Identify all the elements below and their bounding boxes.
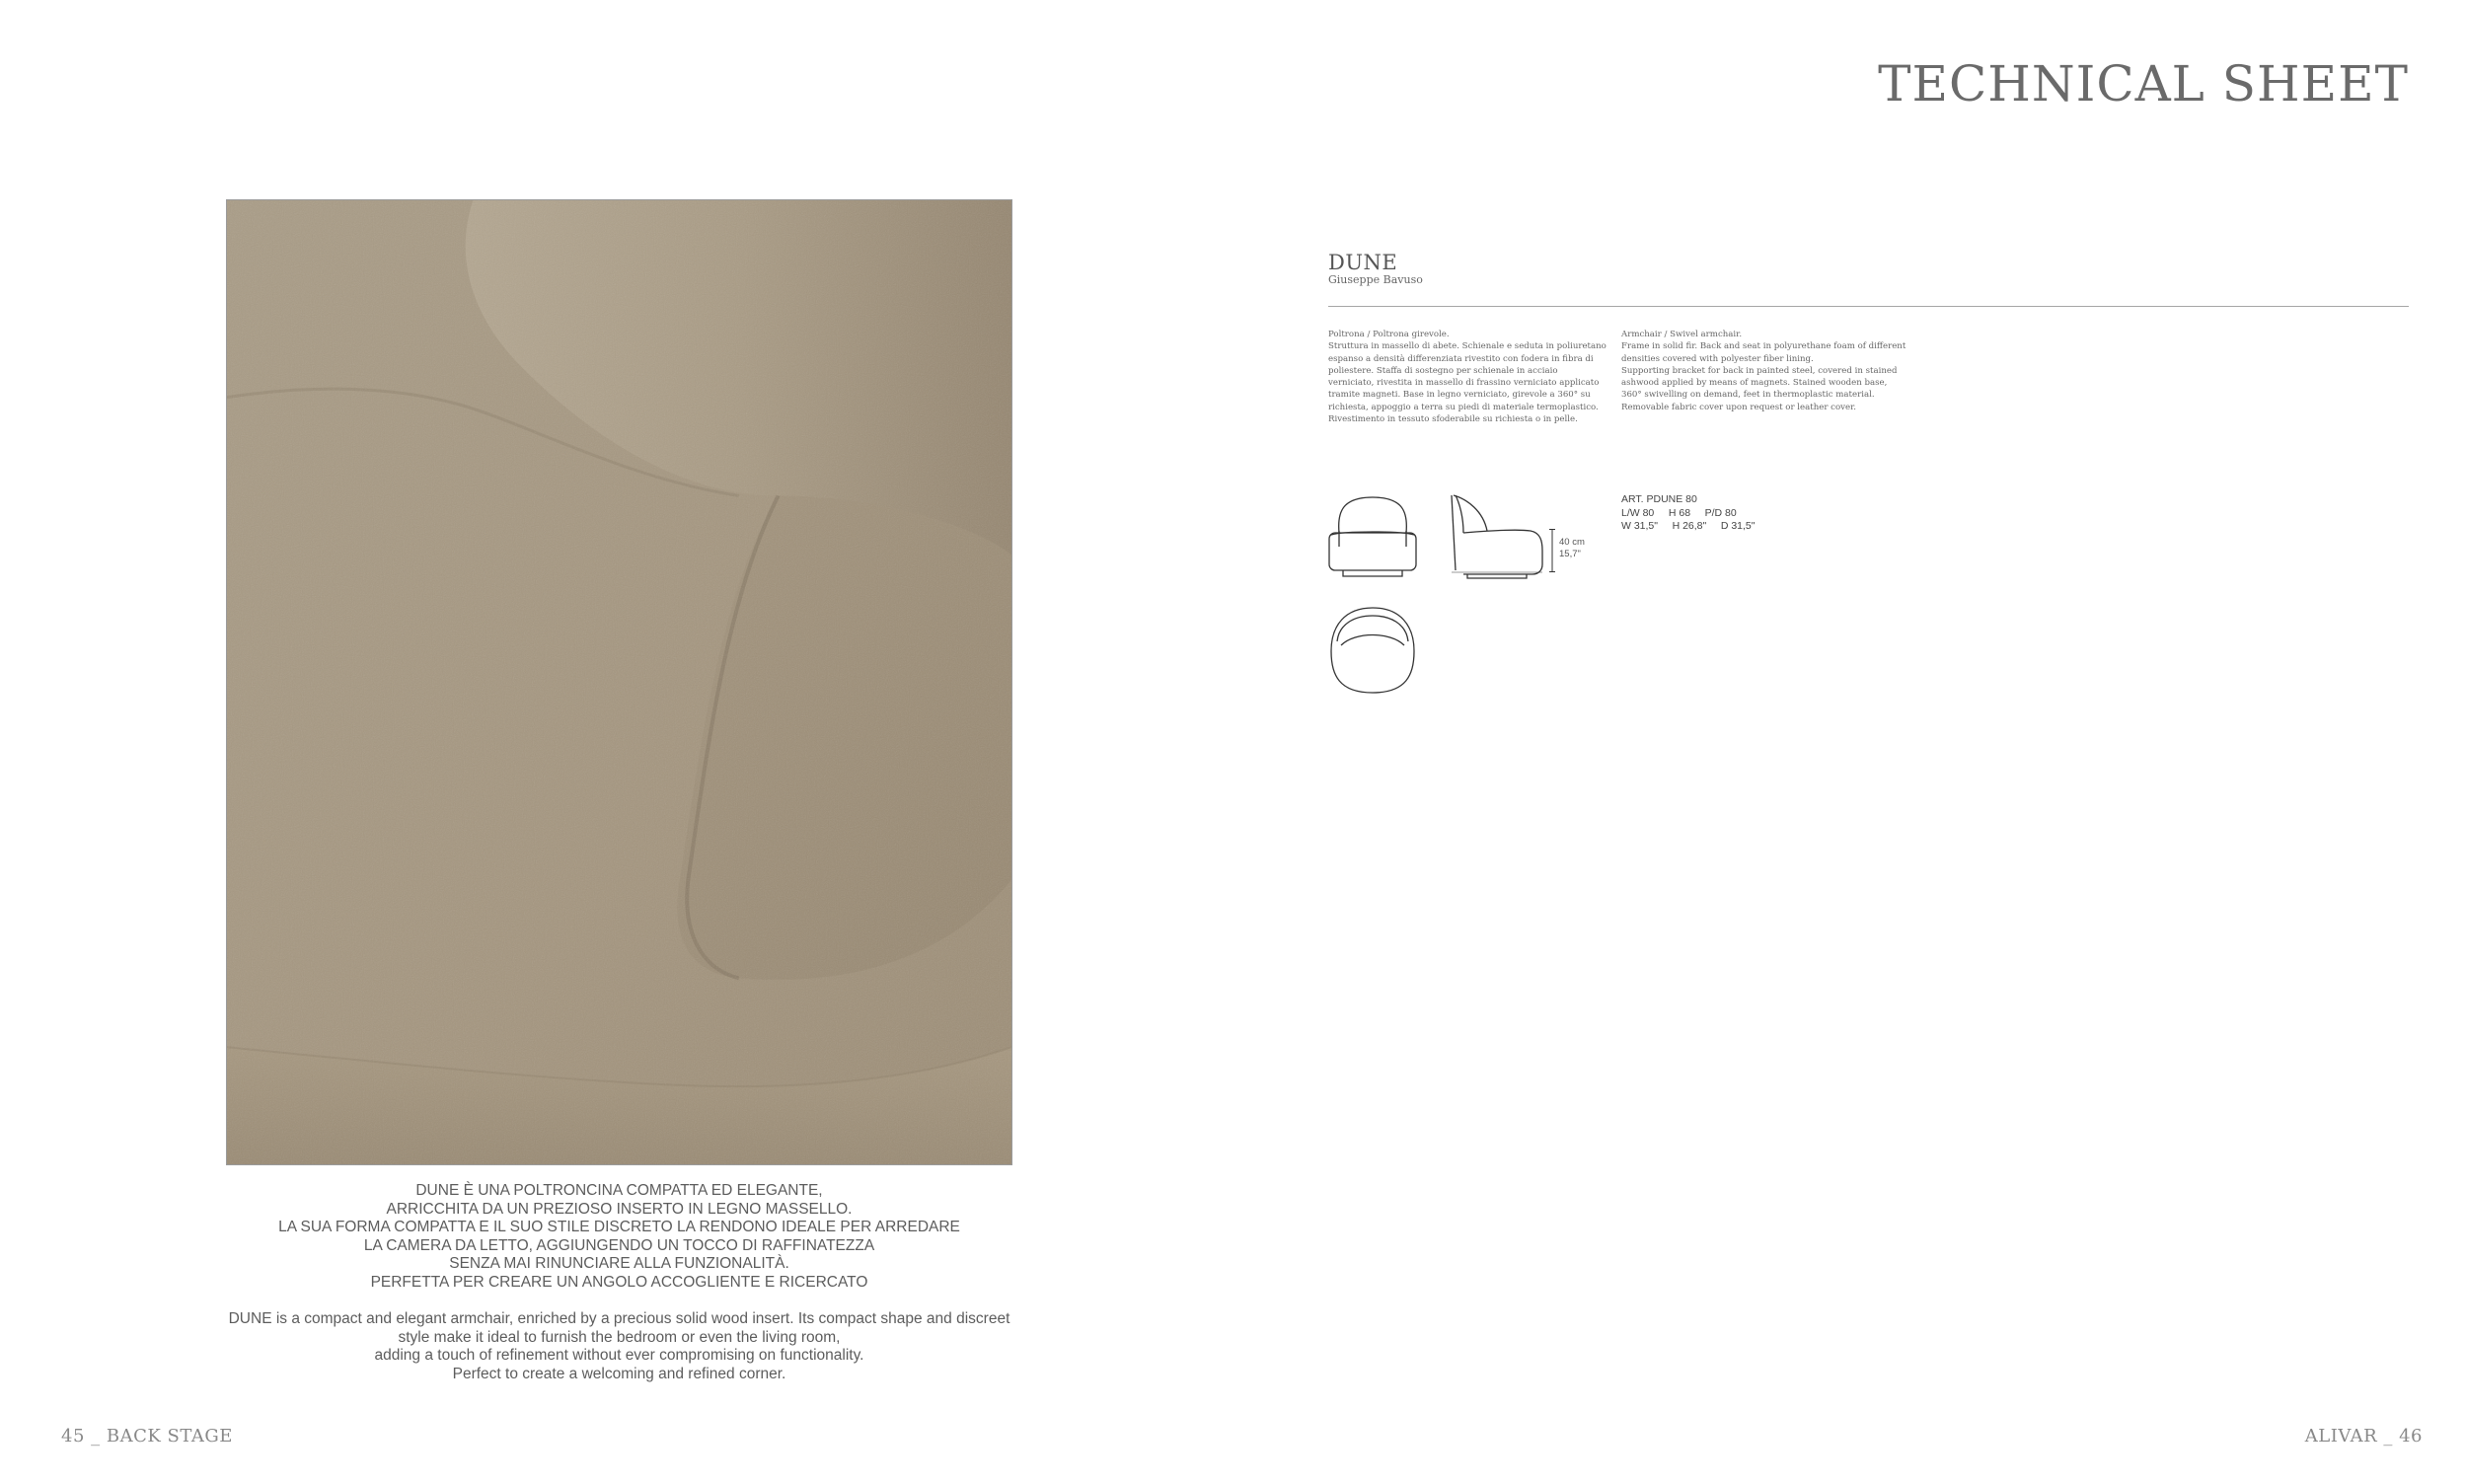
description-line: 360° swivelling on demand, feet in thermoplastic material. — [1621, 390, 1875, 401]
page-title: TECHNICAL SHEET — [1878, 55, 2409, 112]
description-line: Supporting bracket for back in painted steel, covered in stained — [1621, 365, 1898, 376]
caption-line: ARRICCHITA DA UN PREZIOSO INSERTO IN LEGNO MASSELLO. — [386, 1200, 853, 1218]
description-english — [1621, 329, 1906, 413]
seat-height-in: 15,7" — [1559, 549, 1581, 559]
product-name: DUNE — [1328, 251, 1398, 274]
description-italian — [1328, 329, 1607, 425]
footer-right-page-label: ALIVAR _ 46 — [2304, 1426, 2423, 1447]
caption-line: SENZA MAI RINUNCIARE ALLA FUNZIONALITÀ. — [449, 1255, 789, 1272]
description-line: Poltrona / Poltrona girevole. — [1328, 330, 1450, 339]
armchair-front-view-drawing — [1325, 491, 1420, 580]
armchair-fabric-image — [227, 200, 1011, 1164]
seat-height-label — [1559, 537, 1585, 560]
product-photo — [226, 199, 1012, 1165]
description-line: richiesta, appoggio a terra su piedi di materiale termoplastico. — [1328, 402, 1599, 412]
seat-height-cm: 40 cm — [1559, 537, 1585, 548]
description-line: Rivestimento in tessuto sfoderabile su richiesta o in pelle. — [1328, 414, 1578, 425]
caption-line: LA SUA FORMA COMPATTA E IL SUO STILE DISCRETO LA RENDONO IDEALE PER ARREDARE — [278, 1219, 960, 1235]
description-line: Armchair / Swivel armchair. — [1621, 330, 1743, 339]
caption-italian — [226, 1182, 1012, 1292]
description-line: Removable fabric cover upon request or leather cover. — [1621, 402, 1856, 412]
dimension-line-icon — [1549, 529, 1555, 572]
designer-name: Giuseppe Bavuso — [1328, 273, 1423, 286]
description-line: espanso a densità differenziata rivestito con fodera in fibra di — [1328, 353, 1594, 364]
description-line: Struttura in massello di abete. Schienale e seduta in poliuretano — [1328, 341, 1607, 352]
article-code: ART. PDUNE 80 — [1621, 493, 1697, 505]
caption-line: DUNE È UNA POLTRONCINA COMPATTA ED ELEGANTE, — [415, 1182, 823, 1199]
caption-line: PERFETTA PER CREARE UN ANGOLO ACCOGLIENTE E RICERCATO — [370, 1273, 868, 1291]
description-line: verniciato, rivestita in massello di frassino verniciato applicato — [1328, 378, 1600, 389]
article-dims-cm: L/W 80 H 68 P/D 80 — [1621, 506, 1737, 519]
armchair-top-view-drawing — [1325, 602, 1420, 701]
caption-line: DUNE is a compact and elegant armchair, enriched by a precious solid wood insert. Its compact shape and discreet — [228, 1310, 1010, 1327]
description-line: densities covered with polyester fiber lining. — [1621, 353, 1814, 364]
caption-line: LA CAMERA DA LETTO, AGGIUNGENDO UN TOCCO DI RAFFINATEZZA — [363, 1236, 875, 1254]
description-line: tramite magneti. Base in legno verniciato, girevole a 360° su — [1328, 390, 1591, 401]
caption-english — [226, 1310, 1012, 1383]
article-dims-in: W 31,5" H 26,8" D 31,5" — [1621, 520, 1756, 532]
caption-line: style make it ideal to furnish the bedroom or even the living room, — [398, 1328, 841, 1346]
caption-line: adding a touch of refinement without ever compromising on functionality. — [374, 1347, 864, 1364]
description-line: ashwood applied by means of magnets. Stained wooden base, — [1621, 378, 1888, 389]
article-info — [1621, 493, 1756, 534]
armchair-side-view-drawing — [1448, 491, 1546, 580]
footer-left-page-label: 45 _ BACK STAGE — [61, 1426, 233, 1447]
description-line: poliestere. Staffa di sostegno per schienale in acciaio — [1328, 365, 1558, 376]
divider — [1328, 306, 2409, 307]
caption-line: Perfect to create a welcoming and refined corner. — [452, 1365, 786, 1382]
description-line: Frame in solid fir. Back and seat in polyurethane foam of different — [1621, 341, 1906, 352]
